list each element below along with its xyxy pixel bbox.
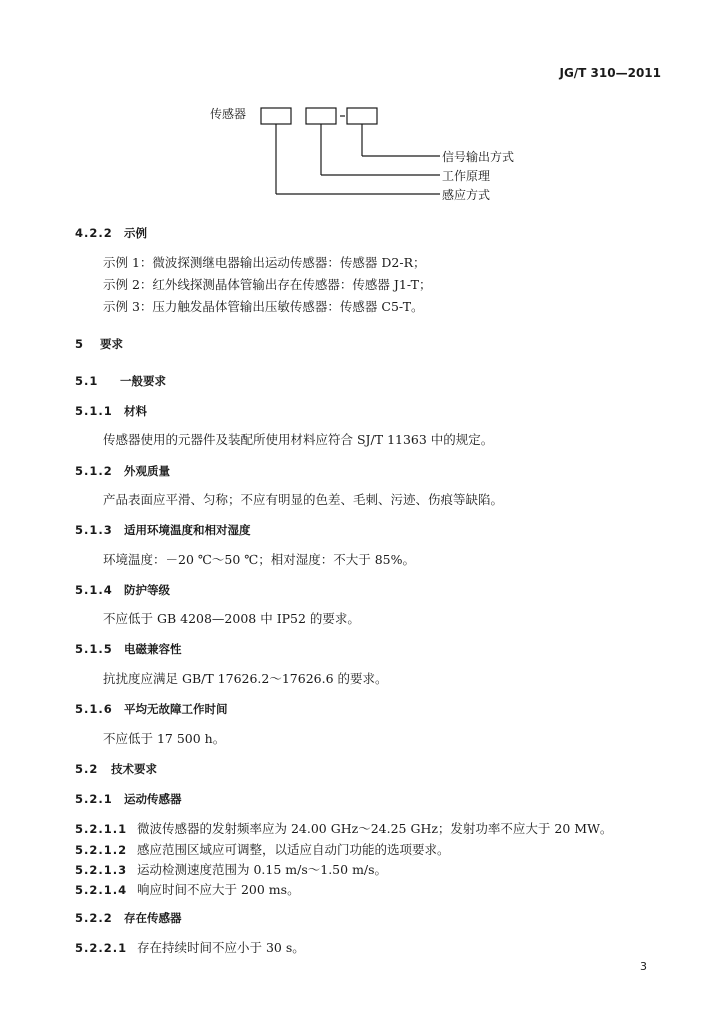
section-heading-5-2-1	[75, 791, 182, 807]
section-number: 5.1.6	[75, 702, 113, 716]
clause-text: 响应时间不应大于 200 ms。	[137, 882, 300, 897]
section-title: 运动传感器	[124, 792, 182, 806]
section-number: 4.2.2	[75, 226, 113, 240]
standard-number: JG/T 310—2011	[559, 66, 661, 80]
clause-text: 运动检测速度范围为 0.15 m/s～1.50 m/s。	[137, 862, 388, 877]
clause-number: 5.2.2.1	[75, 941, 128, 955]
clause-item	[75, 840, 450, 858]
paragraph: 环境温度：－20 ℃～50 ℃；相对湿度：不大于 85%。	[103, 552, 415, 567]
section-heading-5-2	[75, 761, 157, 777]
section-heading-5-1-6	[75, 701, 228, 717]
example-line: 示例 1：微波探测继电器输出运动传感器：传感器 D2-R；	[103, 255, 426, 270]
section-heading-5-1-2	[75, 463, 170, 479]
section-title: 防护等级	[124, 583, 170, 597]
section-heading-5-1	[75, 373, 166, 389]
label-working-principle: 工作原理	[442, 169, 491, 183]
box-signal-output	[347, 108, 377, 124]
section-title: 电磁兼容性	[124, 642, 182, 656]
label-signal-output: 信号输出方式	[442, 150, 515, 164]
section-heading-5-2-2	[75, 910, 182, 926]
designation-diagram	[0, 0, 701, 220]
example-line: 示例 2：红外线探测晶体管输出存在传感器：传感器 J1-T；	[103, 277, 432, 292]
section-title: 示例	[124, 226, 147, 240]
clause-number: 5.2.1.2	[75, 843, 128, 857]
section-title: 存在传感器	[124, 911, 182, 925]
paragraph: 抗扰度应满足 GB/T 17626.2～17626.6 的要求。	[103, 671, 388, 686]
section-number: 5.1.5	[75, 642, 113, 656]
section-title: 适用环境温度和相对湿度	[124, 523, 251, 537]
clause-text: 存在持续时间不应小于 30 s。	[137, 940, 305, 955]
section-number: 5.2	[75, 762, 99, 776]
section-heading-4-2-2	[75, 225, 147, 241]
section-number: 5.1.4	[75, 583, 113, 597]
section-number: 5	[75, 337, 85, 351]
section-title: 要求	[100, 337, 123, 351]
section-number: 5.1.3	[75, 523, 113, 537]
paragraph: 不应低于 17 500 h。	[103, 731, 226, 746]
section-title: 一般要求	[120, 374, 166, 388]
page-number: 3	[640, 960, 647, 973]
section-number: 5.2.1	[75, 792, 113, 806]
paragraph: 不应低于 GB 4208—2008 中 IP52 的要求。	[103, 611, 360, 626]
section-number: 5.2.2	[75, 911, 113, 925]
diagram-lines	[0, 0, 701, 220]
section-title: 技术要求	[111, 762, 157, 776]
section-heading-5-1-4	[75, 582, 170, 598]
section-number: 5.1.1	[75, 404, 113, 418]
section-title: 外观质量	[124, 464, 170, 478]
clause-item	[75, 938, 305, 956]
paragraph: 产品表面应平滑、匀称；不应有明显的色差、毛刺、污迹、伤痕等缺陷。	[103, 492, 504, 507]
section-heading-5-1-1	[75, 403, 147, 419]
clause-number: 5.2.1.4	[75, 883, 128, 897]
section-title: 材料	[124, 404, 147, 418]
clause-item	[75, 819, 612, 837]
paragraph: 传感器使用的元器件及装配所使用材料应符合 SJ/T 11363 中的规定。	[103, 432, 494, 447]
section-number: 5.1	[75, 374, 99, 388]
diagram-prefix: 传感器	[210, 107, 247, 121]
label-sensing-method: 感应方式	[442, 188, 491, 202]
clause-text: 感应范围区域应可调整，以适应自动门功能的选项要求。	[137, 842, 450, 857]
section-heading-5-1-3	[75, 522, 251, 538]
box-working-principle	[306, 108, 336, 124]
clause-item	[75, 880, 300, 898]
section-heading-5-1-5	[75, 641, 182, 657]
clause-number: 5.2.1.3	[75, 863, 128, 877]
section-number: 5.1.2	[75, 464, 113, 478]
section-title: 平均无故障工作时间	[124, 702, 228, 716]
clause-item	[75, 860, 387, 878]
clause-text: 微波传感器的发射频率应为 24.00 GHz～24.25 GHz；发射功率不应大于 20 MW。	[137, 821, 613, 836]
section-heading-5	[75, 336, 123, 352]
clause-number: 5.2.1.1	[75, 822, 128, 836]
example-line: 示例 3：压力触发晶体管输出压敏传感器：传感器 C5-T。	[103, 299, 424, 314]
box-sensing-method	[261, 108, 291, 124]
